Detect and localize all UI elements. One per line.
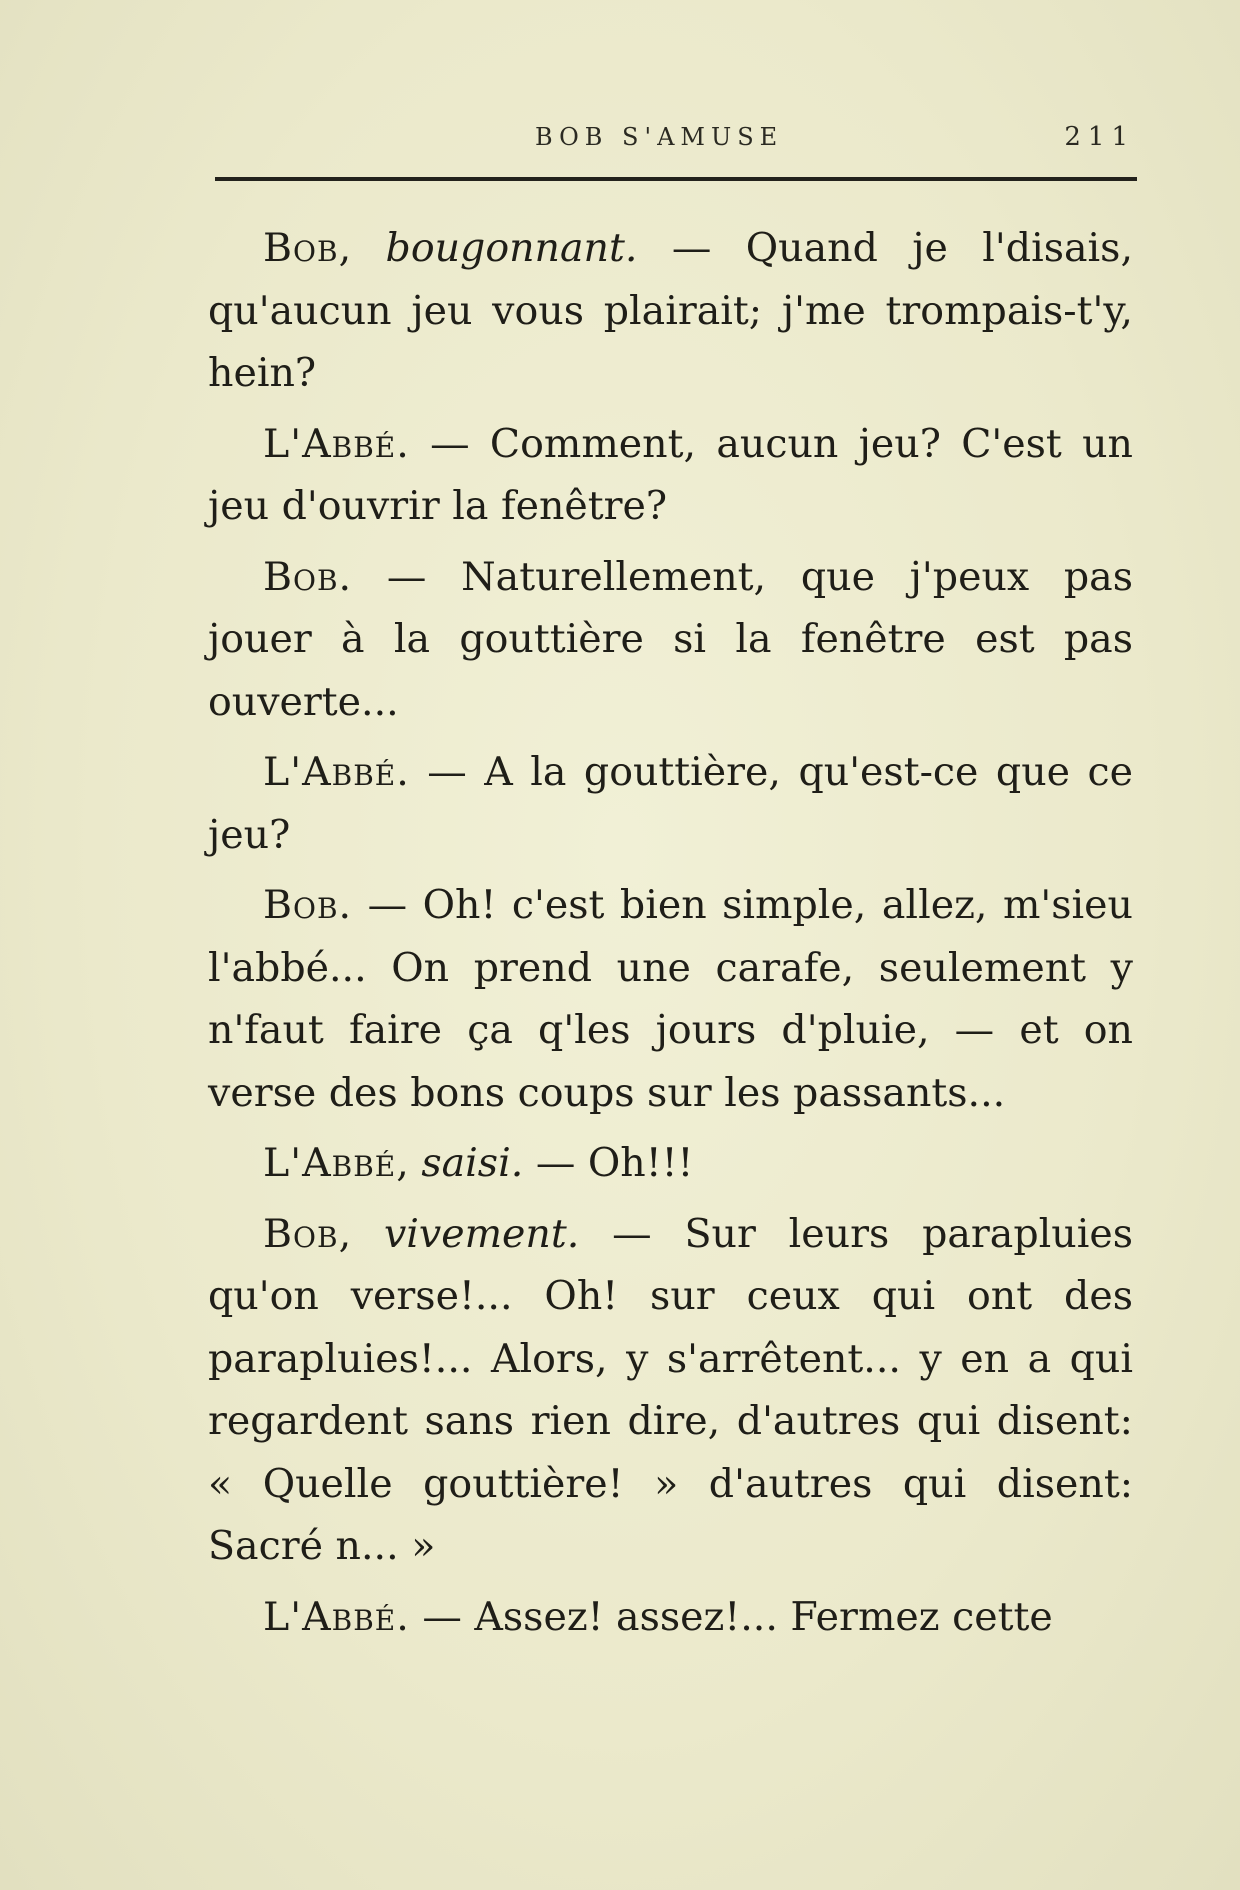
stage-direction: saisi. xyxy=(421,1140,524,1186)
dialogue-text: — Comment, aucun jeu? C'est un jeu d'ouvrir la fenêtre? xyxy=(208,420,1133,529)
dialogue-paragraph xyxy=(208,413,1133,538)
dialogue-text: — Oh!!! xyxy=(523,1140,694,1186)
speaker-name: L'Abbé. xyxy=(263,749,410,795)
stage-direction: bougonnant. xyxy=(385,225,638,271)
speaker-name: Bob xyxy=(263,1210,339,1257)
dialogue-text: — Oh! c'est bien simple, allez, m'sieu l'abbé... On prend une carafe, seulement y n'faut faire ça q'les jours d'pluie, — et on verse des bons coups sur les passants... xyxy=(208,882,1133,1116)
speaker-name: L'Abbé. xyxy=(263,420,410,467)
dialogue-paragraph xyxy=(208,1203,1133,1578)
speaker-name: L'Abbé xyxy=(263,1140,397,1186)
speaker-separator: , xyxy=(338,1210,384,1257)
speaker-name: Bob. xyxy=(263,882,353,928)
dialogue-text: — A la gouttière, qu'est-ce que ce jeu? xyxy=(208,749,1133,858)
stage-direction: vivement. xyxy=(383,1210,580,1257)
dialogue-text: — Quand je l'disais, qu'aucun jeu vous plairait; j'me trompais-t'y, hein? xyxy=(208,225,1133,396)
page-header xyxy=(215,118,1135,158)
dialogue-paragraph xyxy=(208,741,1133,866)
dialogue-paragraph xyxy=(208,217,1133,405)
speaker-separator: , xyxy=(338,225,386,271)
dialogue-paragraph xyxy=(208,546,1133,734)
page-number: 211 xyxy=(1064,122,1135,152)
speaker-name: Bob. xyxy=(263,553,353,600)
dialogue-paragraph xyxy=(208,1132,1133,1195)
dialogue-paragraph xyxy=(208,874,1133,1124)
speaker-separator: , xyxy=(396,1140,422,1186)
dialogue-text: — Naturellement, que j'peux pas jouer à la gouttière si la fenêtre est pas ouverte... xyxy=(208,553,1133,725)
speaker-name: Bob xyxy=(263,225,339,271)
dialogue-text: — Assez! assez!... Fermez cette xyxy=(409,1593,1053,1640)
dialogue-paragraph xyxy=(208,1586,1133,1649)
running-title: BOB S'AMUSE xyxy=(535,123,784,151)
dialogue-text: — Sur leurs parapluies qu'on verse!... Oh! sur ceux qui ont des parapluies!... Alors, y s'arrêtent... y en a qui regardent sans rien dire, d'autres qui disent: « Quelle gouttière! » d'autres qui disent: Sacré n... » xyxy=(208,1210,1133,1569)
speaker-name: L'Abbé. xyxy=(263,1593,410,1640)
body-text xyxy=(208,217,1133,1656)
header-rule xyxy=(215,177,1137,181)
